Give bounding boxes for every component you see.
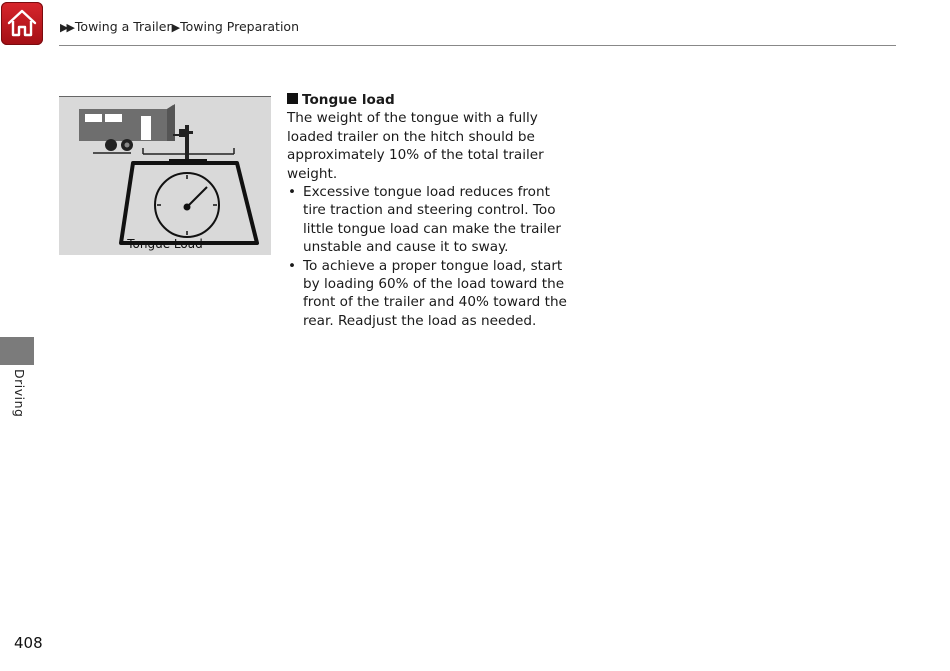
bullet-dot-icon: • — [288, 184, 297, 201]
scale-gauge-icon — [121, 161, 257, 243]
list-item-text: To achieve a proper tongue load, start by loading 60% of the load toward the front of the trailer and 40% toward the rear. Readjust the load as needed. — [303, 257, 567, 329]
tongue-load-section — [287, 91, 577, 330]
chapter-label: Driving — [12, 369, 27, 418]
section-heading-text: Tongue load — [302, 92, 395, 108]
section-intro: The weight of the tongue with a fully loaded trailer on the hitch should be approximately 10% of the total trailer weight. — [287, 110, 544, 182]
chapter-tab[interactable] — [0, 337, 34, 365]
breadcrumb-arrow-icon: ▶▶ — [60, 21, 73, 34]
tongue-load-illustration — [59, 96, 271, 255]
list-item — [287, 257, 577, 331]
square-bullet-icon — [287, 93, 298, 104]
home-button[interactable] — [1, 2, 43, 45]
bullet-list — [287, 183, 577, 330]
list-item-text: Excessive tongue load reduces front tire traction and steering control. Too little tongue load can make the trailer unstable and cause it to sway. — [303, 184, 562, 256]
bullet-dot-icon: • — [288, 257, 297, 274]
breadcrumb-item-towing-preparation[interactable]: Towing Preparation — [180, 19, 299, 34]
section-heading — [287, 91, 577, 109]
breadcrumb-item-towing-a-trailer[interactable]: Towing a Trailer — [74, 19, 172, 34]
figure-label: Tongue Load — [127, 237, 203, 251]
page-number: 408 — [14, 634, 43, 652]
breadcrumb-arrow-icon: ▶ — [171, 21, 179, 34]
home-icon — [6, 8, 38, 38]
trailer-icon — [79, 104, 187, 153]
breadcrumb — [60, 19, 299, 34]
list-item — [287, 183, 577, 257]
header-divider — [59, 45, 896, 46]
